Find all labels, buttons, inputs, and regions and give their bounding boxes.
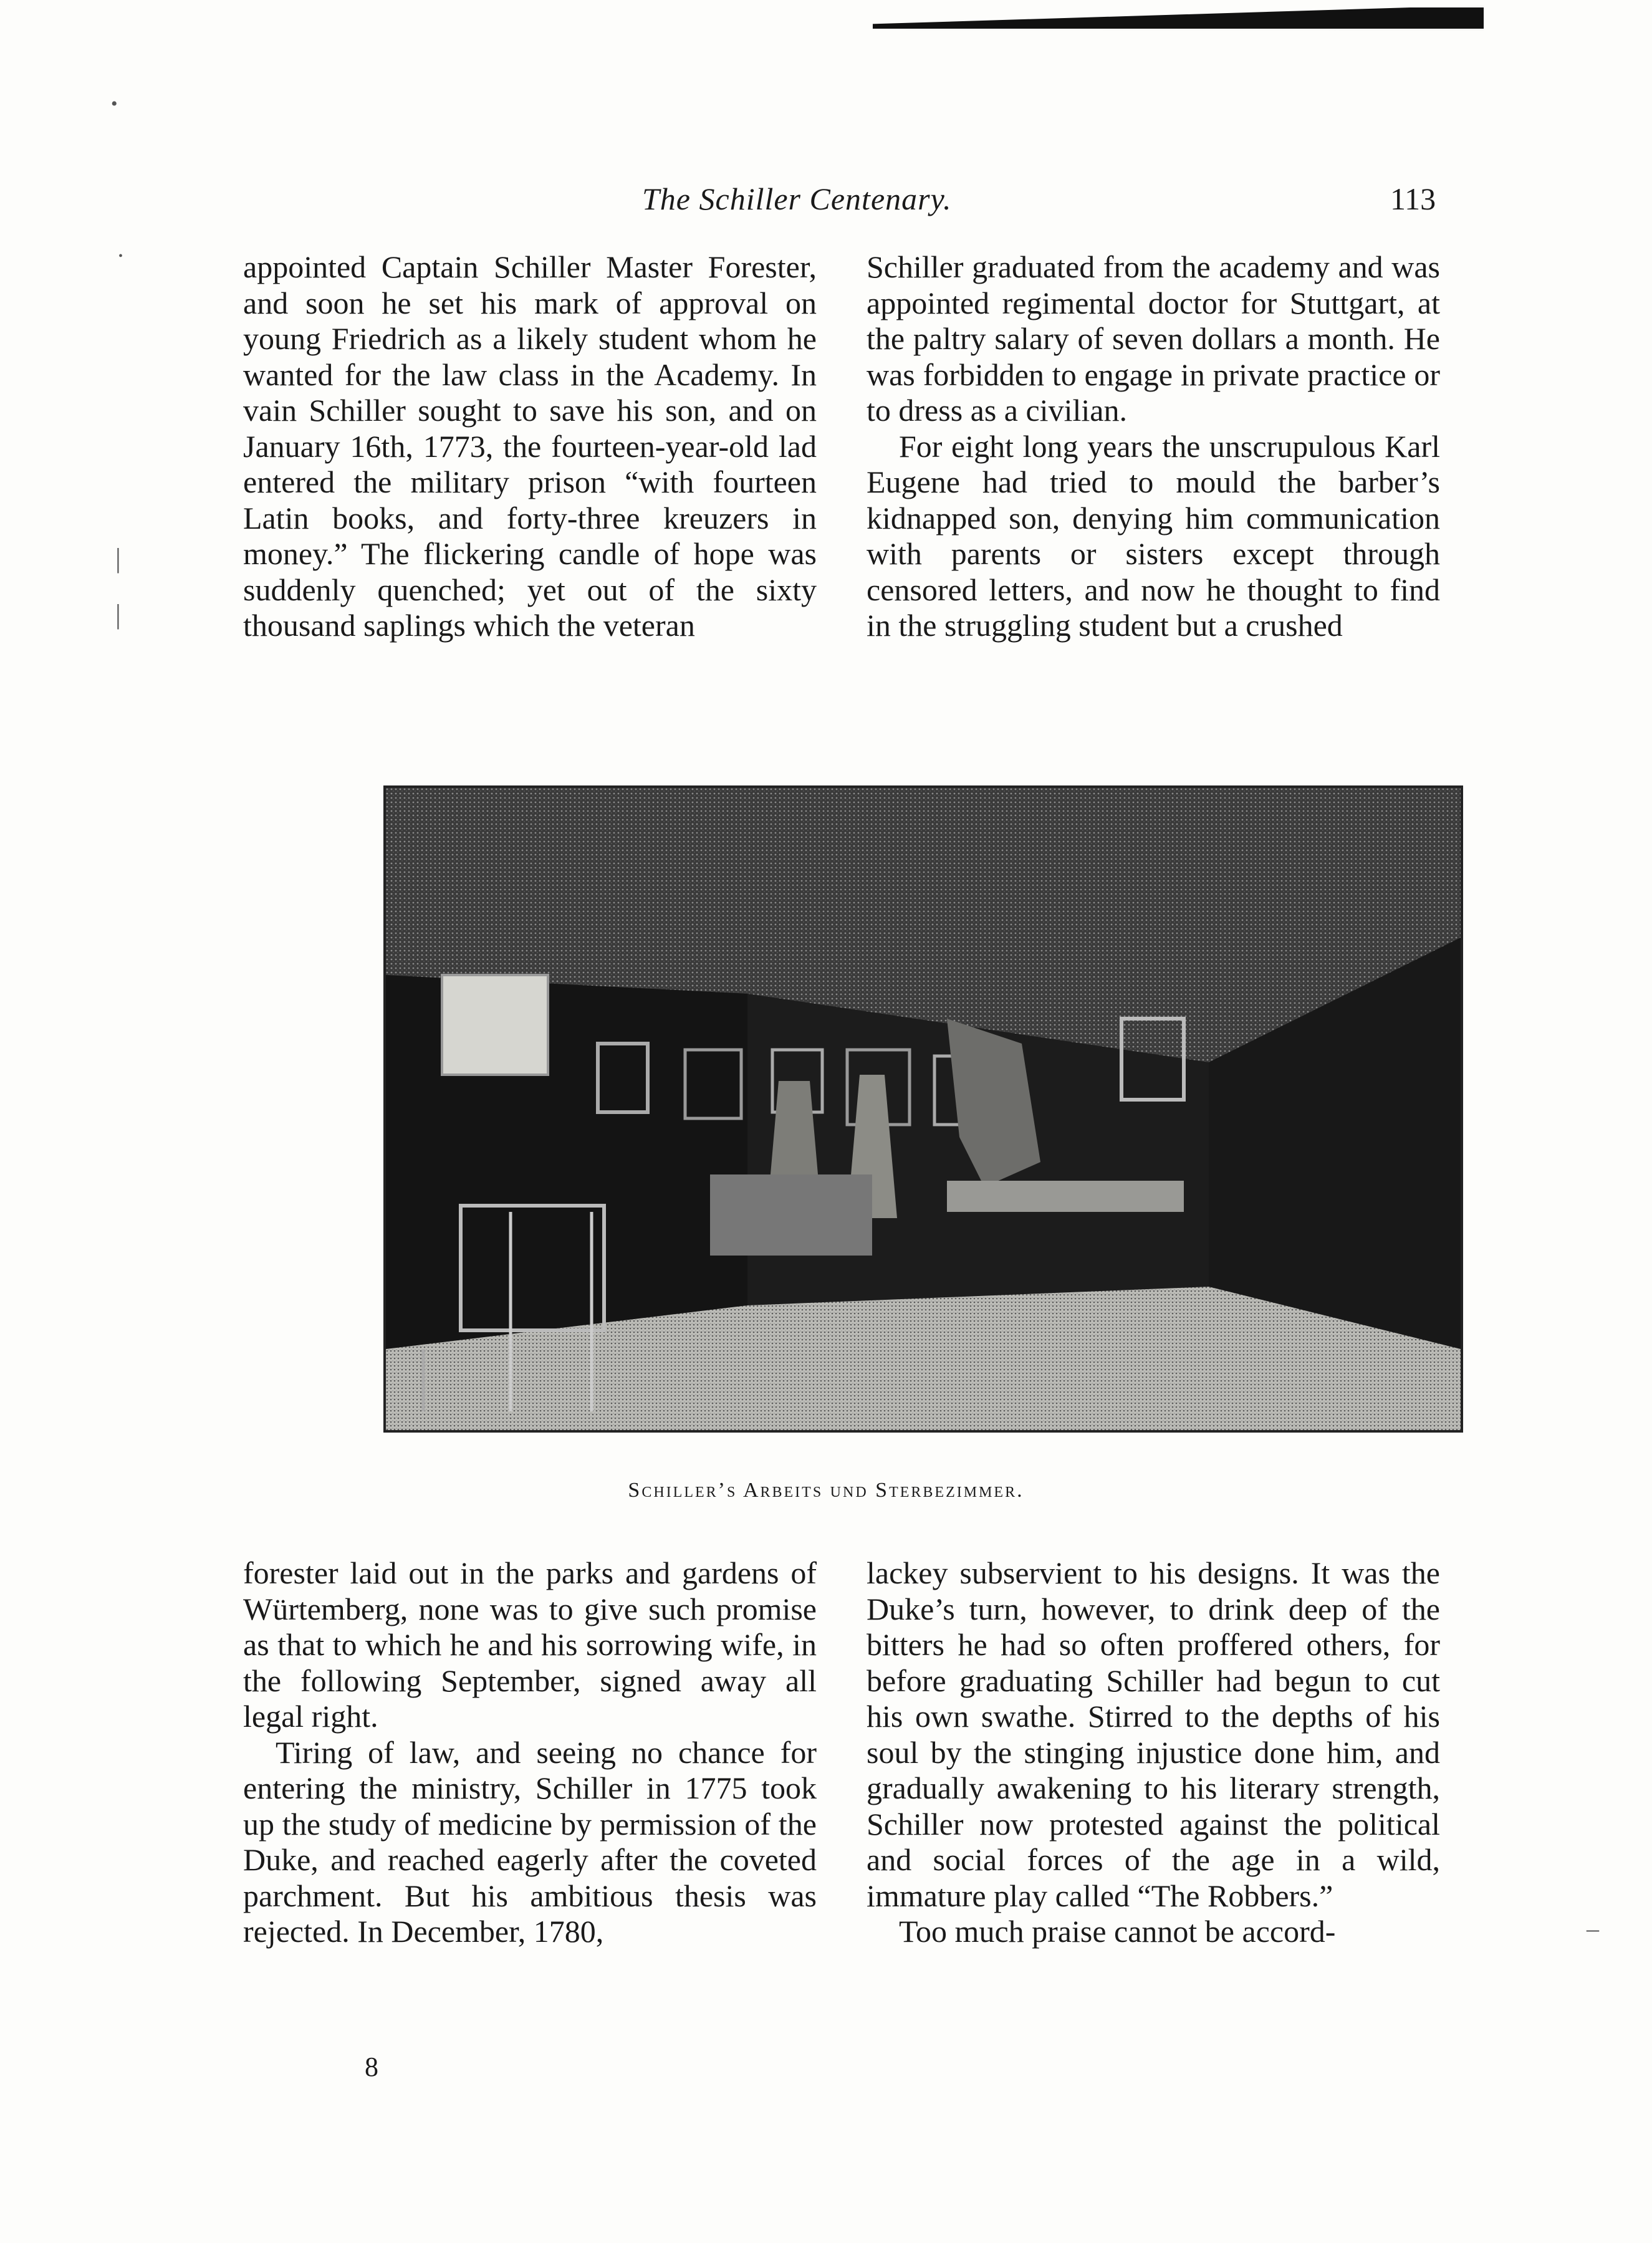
room-photograph-image: [386, 788, 1461, 1430]
running-title: The Schiller Centenary.: [642, 181, 952, 216]
column-bottom-left: [243, 1555, 817, 1950]
scan-speck: •: [111, 94, 118, 114]
paragraph: Too much praise cannot be accord-: [899, 1914, 1336, 1949]
figure-caption: Schiller’s Arbeits und Sterbezimmer.: [628, 1479, 1024, 1502]
scan-speck: |: [115, 543, 121, 574]
page-number: 113: [1390, 181, 1436, 216]
column-top-right: [867, 249, 1440, 644]
room-photograph: [383, 785, 1463, 1433]
paragraph: Schiller graduated from the academy and was appointed regimental doctor for Stuttgart, at the paltry salary of seven dollars a month. He was forbidden to engage in private practice or to dress as a civilian.: [867, 249, 1440, 428]
column-bottom-right: [867, 1555, 1440, 1950]
paragraph: forester laid out in the parks and gardens of Würtemberg, none was to give such promise as that to which he and his sorrowing wife, in the following September, signed away all legal right.: [243, 1555, 817, 1734]
scan-speck: |: [115, 599, 121, 630]
paragraph: lackey subservient to his designs. It was the Duke’s turn, however, to drink deep of the bitters he had so often proffered others, for before graduating Schiller had begun to cut his own swathe. Stirred to the depths of his soul by the stinging injustice done him, and gradually awakening to his literary strength, Schiller now protested against the political and social forces of the age in a wild, immature play called “The Robbers.”: [867, 1555, 1440, 1913]
paragraph: appointed Captain Schiller Master Forester, and soon he set his mark of approval on young Friedrich as a likely student whom he wanted for the law class in the Academy. In vain Schiller sought to save his son, and on January 16th, 1773, the fourteen-year-old lad entered the military prison “with fourteen Latin books, and forty-three kreuzers in money.” The flickering candle of hope was suddenly quenched; yet out of the sixty thousand saplings which the veteran: [243, 249, 817, 643]
scan-speck: •: [118, 249, 123, 263]
signature-mark: 8: [365, 2052, 378, 2082]
column-top-left: [243, 249, 817, 644]
scan-speck: ‒: [1587, 1914, 1599, 1943]
scan-edge-bar: [873, 0, 1484, 37]
paragraph: For eight long years the unscrupulous Karl Eugene had tried to mould the barber’s kidnapped son, denying him communication with parents or sisters except through censored letters, and now he thought to find in the struggling student but a crushed: [867, 428, 1440, 643]
paragraph: Tiring of law, and seeing no chance for entering the ministry, Schiller in 1775 took up the study of medicine by permission of the Duke, and reached eagerly after the coveted parchment. But his ambitious thesis was rejected. In December, 1780,: [243, 1734, 817, 1949]
